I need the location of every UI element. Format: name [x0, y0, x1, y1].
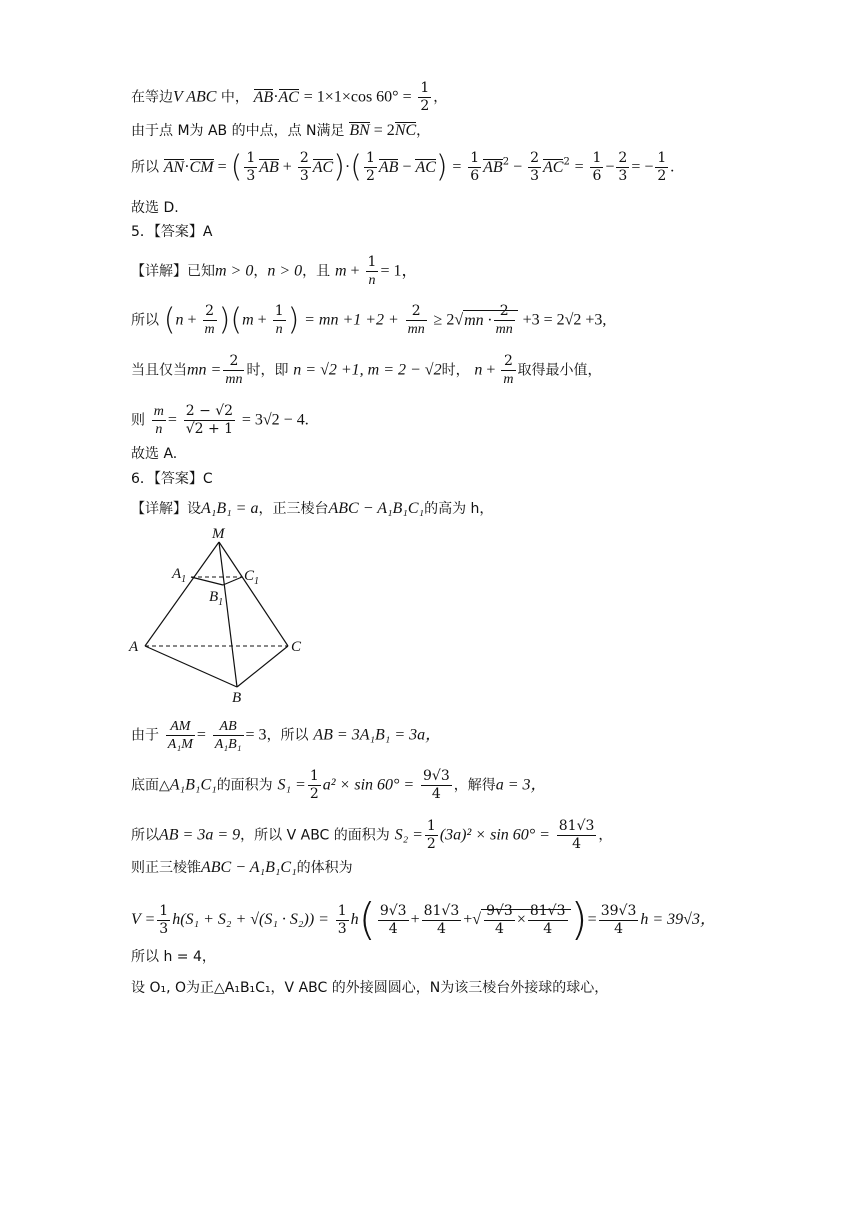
label-C1: $C_1$: [244, 568, 260, 587]
line-9: 则 $\frac{m}{n}$ = $\frac{2 - √2}{√2 + 1}$ = 3√2 − 4.: [131, 403, 309, 437]
line-8: 当且仅当mn = $\frac{2}{mn}$ 时，即 n = √2 +1, m = 2 − √2时， n + $\frac{2}{m}$ 取得最小值，: [131, 353, 602, 387]
line-17: V = $\frac{1}{3}$ h(S₁ + S₂ + √(S₁ · S₂)) = $\frac{1}{3}$ h( $\frac{9√3}{4}$ + $\frac{81√3}{4}$ +√ $\frac{9√3}{4}$ × $\frac{81√3}{4}$ )= $\frac{39√3}{4}$ h = 39√3，: [131, 894, 716, 945]
label-B: B: [232, 690, 242, 702]
line-18: 所以 h = 4，: [131, 949, 216, 965]
label-M: M: [212, 526, 225, 542]
label-A: A: [129, 639, 139, 655]
line-15: 所以AB = 3a = 9，所以 V ABC 的面积为 S₂ = $\frac{1}{2}$ (3a)² × sin 60° = $\frac{81√3}{4}$ ，: [131, 818, 613, 852]
line-14: 底面△A₁B₁C₁的面积为 S₁ = $\frac{1}{2}$ a² × sin 60° = $\frac{9√3}{4}$ ，解得a = 3，: [131, 768, 547, 802]
line-5: 5．【答案】A: [131, 224, 213, 240]
line-3: 所以 AN·CM = ( $\frac{1}{3}$ AB + $\frac{2}{3}$ AC)·( $\frac{1}{2}$ AB − AC) = $\frac{1}{6}$ $AB^2$ − $\frac{2}{3}$ $AC^2$ = $\frac{1}{6}$ − $\frac{2}{3}$ = − $\frac{1}{2}$ .: [131, 149, 675, 185]
line-10: 故选 A.: [131, 446, 178, 462]
line-11: 6．【答案】C: [131, 471, 213, 487]
line-19: 设 O₁, O为正△A₁B₁C₁，V ABC 的外接圆圆心，N为该三棱台外接球的球心，: [131, 980, 609, 996]
label-B1: $B_1$: [209, 589, 224, 608]
line-7: 所以 (n + $\frac{2}{m}$ )(m + $\frac{1}{n}$ ) = mn +1 +2 + $\frac{2}{mn}$ ≥ 2√mn · $\frac{2}{mn}$ +3 = 2√2 +3,: [131, 302, 607, 338]
line-12: 【详解】设A₁B₁ = a，正三棱台ABC − A₁B₁C₁的高为 h，: [131, 500, 494, 517]
line-13: 由于 $\frac{AM}{\text{A₁M}}$ = $\frac{AB}{\text{A₁B₁}}$ = 3，所以 AB = 3A₁B₁ = 3a，: [131, 719, 442, 752]
line-4: 故选 D.: [131, 200, 179, 216]
label-C: C: [291, 639, 302, 655]
frustum-figure: [125, 522, 315, 702]
line-1: 在等边V ABC 中， AB·AC = 1×1×cos 60° = $\frac{1}{2}$ ，: [131, 80, 448, 114]
label-A1: $A_1$: [172, 566, 187, 585]
line-2: 由于点 M为 AB 的中点，点 N满足 BN = 2NC，: [131, 122, 431, 139]
line-6: 【详解】已知m > 0，n > 0，且 m + $\frac{1}{n}$ = 1，: [131, 254, 418, 288]
line-16: 则正三棱锥ABC − A₁B₁C₁的体积为: [131, 859, 353, 876]
